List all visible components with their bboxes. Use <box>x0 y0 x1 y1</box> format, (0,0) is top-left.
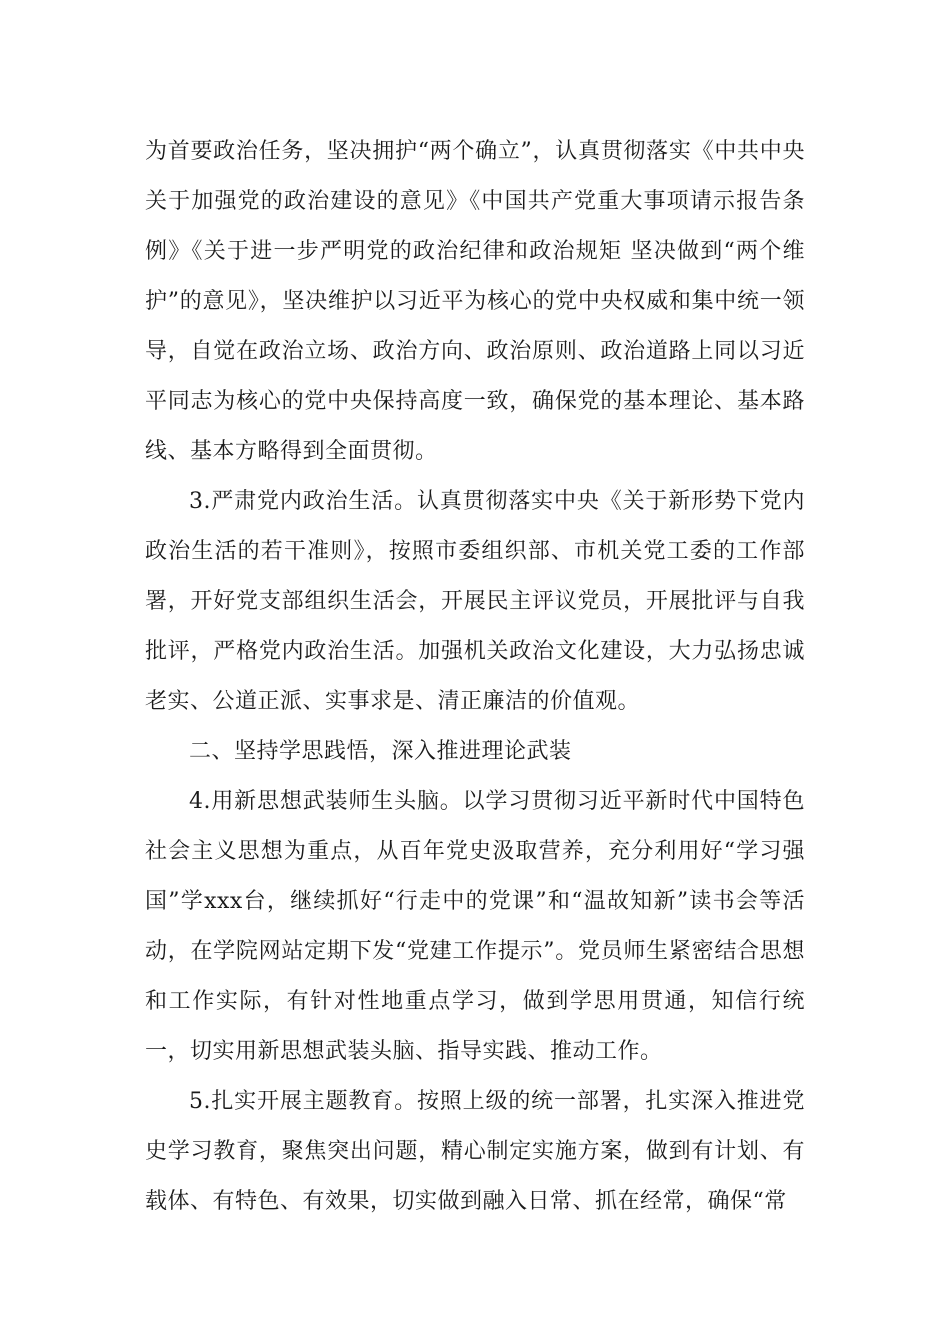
paragraph-item-4: 4.用新思想武装师生头脑。以学习贯彻习近平新时代中国特色社会主义思想为重点，从百年党史汲取营养，充分利用好“学习强国”学xxx台，继续抓好“行走中的党课”和“温故知新”读书会等活动，在学院网站定期下发“党建工作提示”。党员师生紧密结合思想和工作实际，有针对性地重点学习，做到学思用贯通，知信行统一，切实用新思想武装头脑、指导实践、推动工作。 <box>145 789 805 1064</box>
paragraph-item-3: 3.严肃党内政治生活。认真贯彻落实中央《关于新形势下党内政治生活的若干准则》，按照市委组织部、市机关党工委的工作部署，开好党支部组织生活会，开展民主评议党员，开展批评与自我批评，严格党内政治生活。加强机关政治文化建设，大力弘扬忠诚老实、公道正派、实事求是、清正廉洁的价值观。 <box>145 489 805 714</box>
paragraph-item-5: 5.扎实开展主题教育。按照上级的统一部署，扎实深入推进党史学习教育，聚焦突出问题，精心制定实施方案，做到有计划、有载体、有特色、有效果，切实做到融入日常、抓在经常，确保“常 <box>145 1089 805 1214</box>
section-heading-2: 二、坚持学思践悟，深入推进理论武装 <box>189 739 572 764</box>
paragraph-continuation: 为首要政治任务，坚决拥护“两个确立”，认真贯彻落实《中共中央关于加强党的政治建设的意见》《中国共产党重大事项请示报告条例》《关于进一步严明党的政治纪律和政治规矩 坚决做到“两个维护”的意见》，坚决维护以习近平为核心的党中央权威和集中统一领导，自觉在政治立场、政治方向、政治原则、政治道路上同以习近平同志为核心的党中央保持高度一致，确保党的基本理论、基本路线、基本方略得到全面贯彻。 <box>145 139 805 464</box>
document-body <box>145 127 805 1227</box>
